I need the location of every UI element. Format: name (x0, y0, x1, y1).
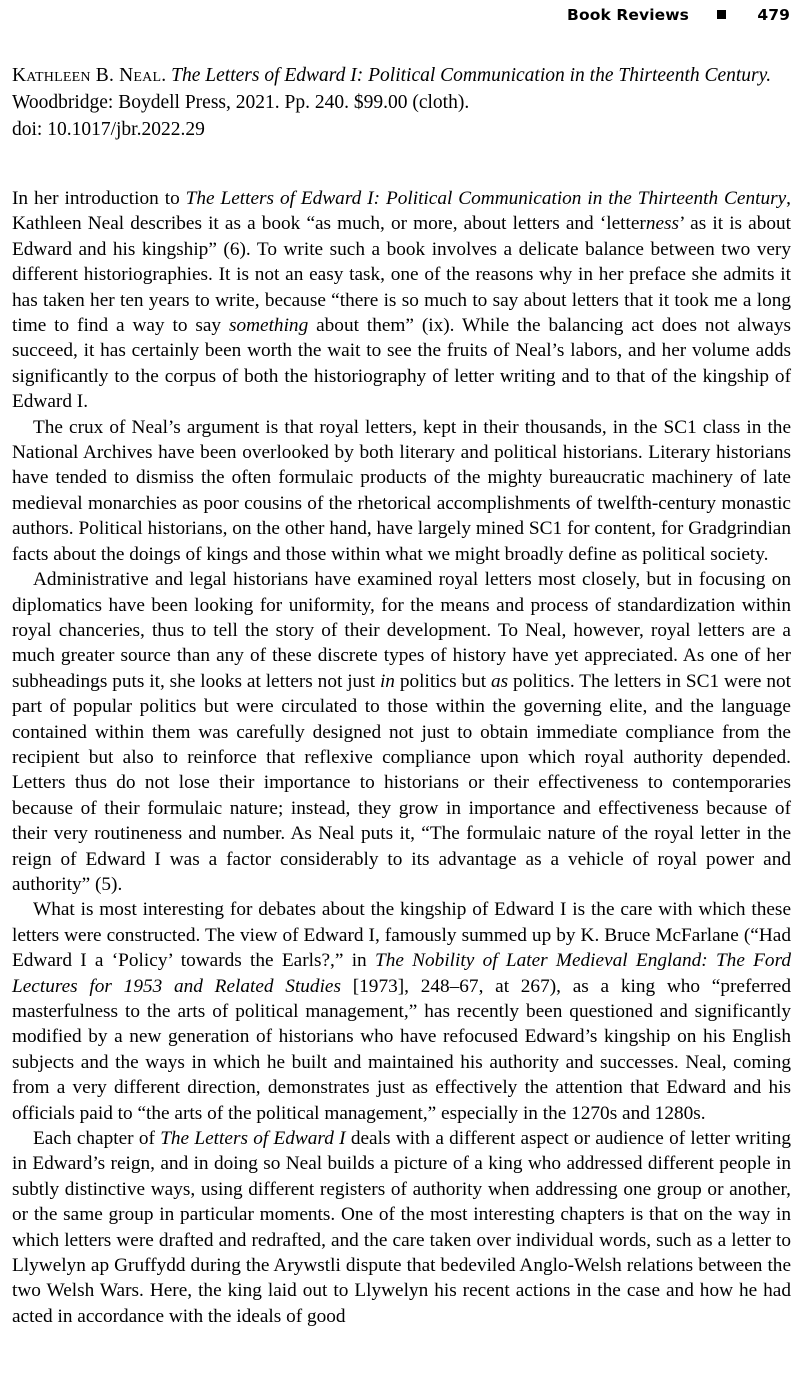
text-run: about them” (ix). While the balancing act does not always succeed, it has certainly been worth the wait to see the fruits of Neal’s labors, and her volume adds significantly to the corpus of both the historiography of letter writing and to that of the kingship of Edward I. (12, 315, 792, 413)
italic-run: something (228, 315, 309, 337)
italic-run: in (379, 670, 395, 692)
text-run: In her introduction to (12, 188, 186, 209)
citation-book-title: The Letters of Edward I: Political Communication in the Thirteenth Century. (171, 65, 772, 86)
review-paragraph (12, 567, 791, 897)
running-head-title: Book Reviews (567, 6, 689, 24)
italic-run: The Letters of Edward I (160, 1128, 346, 1150)
review-paragraph (12, 897, 791, 1126)
book-citation (12, 62, 790, 143)
italic-run: The Letters of Edward I: Political Communication in the Thirteenth Century (185, 188, 787, 209)
italic-run: as (491, 670, 509, 692)
review-paragraph (12, 186, 791, 415)
citation-doi: doi: 10.1017/jbr.2022.29 (12, 119, 205, 140)
citation-author: Kathleen B. Neal. (12, 65, 167, 86)
italic-run: ness (645, 213, 680, 235)
text-run: politics. The letters in SC1 were not part of popular politics but were circulated to those within the governing elite, and the language contained within them was carefully designed not just to obtain immediate compliance from the recipient but also to reinforce that reflexive compliance upon which royal authority depended. Letters thus do not lose their importance to historians or their effectiveness to contemporaries because of their formulaic nature; instead, they grow in importance and effectiveness because of their very routineness and number. As Neal puts it, “The formulaic nature of the royal letter in the reign of Edward I was a factor considerably to its advantage as a vehicle of royal power and authority” (5). (12, 670, 791, 895)
text-run: Administrative and legal historians have examined royal letters most closely, but in focusing on diplomatics have been looking for uniformity, for the means and process of standardization within royal chanceries, thus to tell the story of their development. To Neal, however, royal letters are a much greater source than any of these discrete types of history have yet appreciated. As one of her subheadings puts it, she looks at letters not just (12, 569, 791, 692)
text-run: politics but (394, 670, 492, 692)
square-bullet-icon (717, 10, 726, 19)
review-body (12, 186, 791, 1329)
citation-imprint: Woodbridge: Boydell Press, 2021. Pp. 240. $99.00 (cloth). (12, 92, 470, 113)
citation-first-line (12, 62, 790, 89)
text-run: The crux of Neal’s argument is that royal letters, kept in their thousands, in the SC1 class in the National Archives have been overlooked by both literary and political historians. Literary historians have tended to dismiss the often formulaic products of the mighty bureaucratic machinery of late medieval monarchies as poor cousins of the rhetorical accomplishments of twelfth-century monastic authors. Political historians, on the other hand, have largely mined SC1 for content, for Gradgrindian facts about the doings of kings and those within what we might broadly define as political society. (12, 416, 791, 565)
italic-run: The Nobility of Later Medieval England: The Ford Lectures for 1953 and Related Studies (12, 950, 791, 997)
text-run: , Kathleen Neal describes it as a book “as much, or more, about letters and ‘letter (12, 188, 791, 235)
text-run: deals with a different aspect or audience of letter writing in Edward’s reign, and in doing so Neal builds a picture of a king who addressed different people in subtly distinctive ways, using different registers of authority when addressing one group or another, or the same group in particular moments. One of the most interesting chapters is that on the way in which letters were drafted and redrafted, and the care taken over individual words, such as a letter to Llywelyn ap Gruffydd during the Arywstli dispute that bedeviled Anglo-Welsh relations between the two Welsh Wars. Here, the king laid out to Llywelyn his recent actions in the case and how he had acted in accordance with the ideals of good (12, 1128, 792, 1327)
page-number: 479 (757, 6, 790, 24)
review-paragraph (12, 415, 791, 567)
review-paragraph (12, 1126, 791, 1329)
text-run: [1973], 248–67, at 267), as a king who “preferred masterfulness to the arts of political management,” has recently been questioned and significantly modified by a new generation of historians who have refocused Edward’s kingship on his English subjects and the ways in which he built and maintained his authority and successes. Neal, coming from a very different direction, demonstrates just as effectively the attention that Edward and his officials paid to “the arts of the political management,” especially in the 1270s and 1280s. (12, 975, 791, 1124)
text-run: ’ as it is about Edward and his kingship” (6). To write such a book involves a delicate balance between two very different historiographies. It is not an easy task, one of the reasons why in her preface she admits it has taken her ten years to write, because “there is so much to say about letters that it took me a long time to find a way to say (12, 213, 792, 337)
text-run: What is most interesting for debates about the kingship of Edward I is the care with which these letters were constructed. The view of Edward I, famously summed up by K. Bruce McFarlane (“Had Edward I a ‘Policy’ towards the Earls?,” in (12, 899, 791, 972)
text-run: Each chapter of (33, 1128, 161, 1150)
running-head (12, 6, 790, 32)
